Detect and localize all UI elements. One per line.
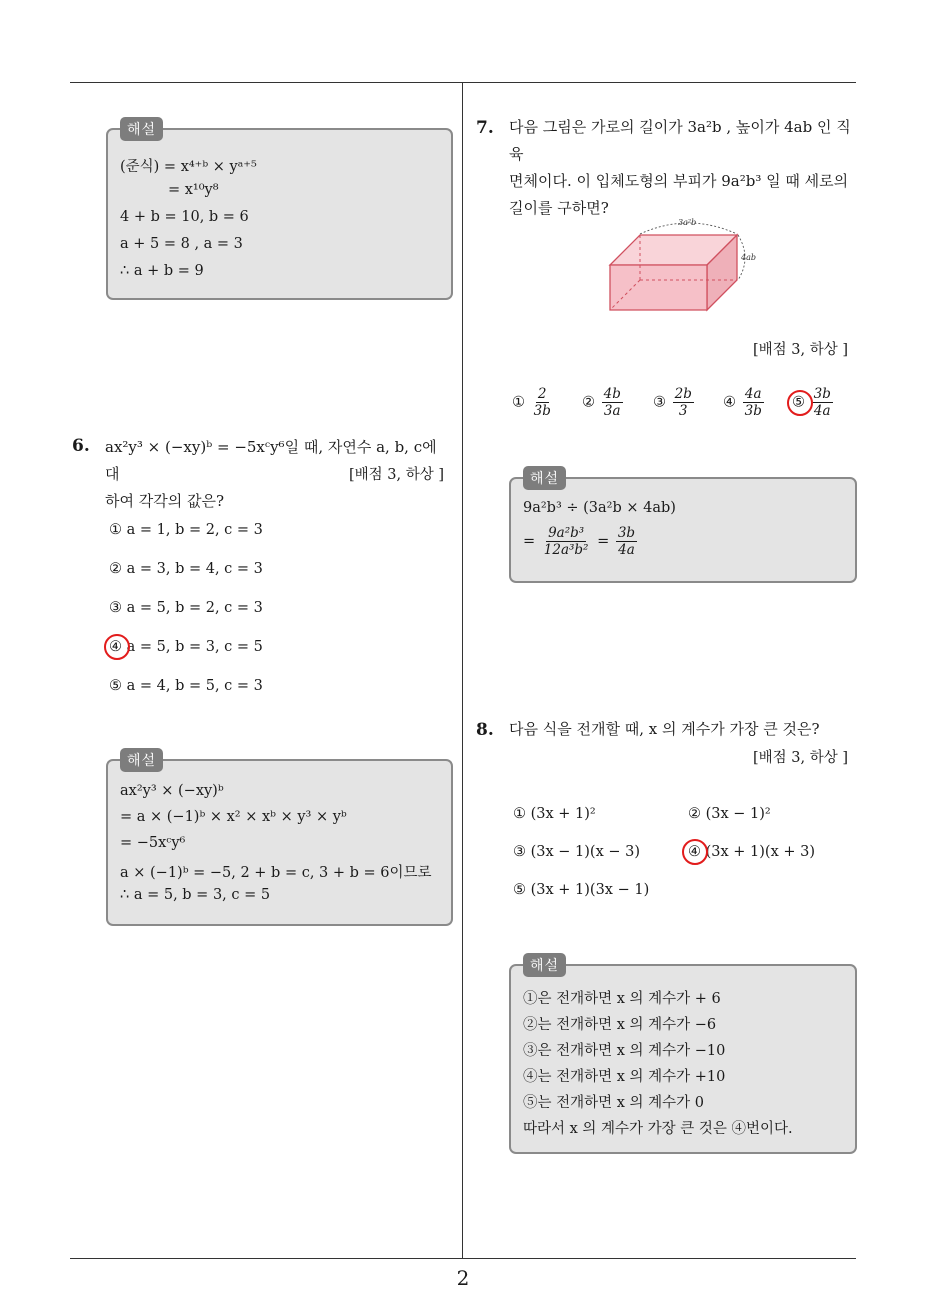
solution-line: (준식) = x⁴⁺ᵇ × yᵃ⁺⁵	[120, 159, 257, 175]
answer-option[interactable]: ① a = 1, b = 2, c = 3	[109, 522, 263, 538]
solution-tag: 해설	[120, 748, 163, 772]
fraction-denominator: 4a	[813, 403, 831, 419]
question-text	[509, 114, 861, 222]
column-divider	[462, 82, 463, 1258]
answer-option[interactable]: ③ a = 5, b = 2, c = 3	[109, 600, 263, 616]
solution-line: a + 5 = 8 , a = 3	[120, 236, 243, 252]
answer-option[interactable]	[582, 386, 625, 419]
fraction-numerator: 3b	[813, 386, 831, 402]
solution-tag: 해설	[523, 466, 566, 490]
question-text-line: 하여 각각의 값은?	[105, 492, 225, 510]
fraction-numerator: 4a	[744, 386, 762, 402]
answer-option[interactable]: ③ (3x − 1)(x − 3)	[513, 844, 641, 860]
option-symbol: ④	[723, 394, 736, 411]
solution-line: ⑤는 전개하면 x 의 계수가 0	[523, 1095, 705, 1111]
option-fraction	[532, 386, 553, 419]
solution-line: = a × (−1)ᵇ × x² × xᵇ × y³ × yᵇ	[120, 809, 347, 825]
answer-option[interactable]: ⑤ a = 4, b = 5, c = 3	[109, 678, 263, 694]
top-rule	[70, 82, 856, 83]
question-text-line: 길이를 구하면?	[509, 199, 609, 217]
fraction-numerator: 3b	[617, 525, 636, 541]
option-symbol: ⑤	[792, 394, 805, 411]
equals-sign: =	[523, 533, 536, 550]
question-text-line: 면체이다. 이 입체도형의 부피가 9a²b³ 일 때 세로의	[509, 172, 849, 190]
answer-option[interactable]: ② (3x − 1)²	[688, 806, 771, 822]
solution-line: ax²y³ × (−xy)ᵇ	[120, 783, 224, 799]
fraction-denominator: 12a³b²	[543, 542, 589, 558]
answer-option[interactable]: ④ (3x + 1)(x + 3)	[688, 844, 816, 860]
answer-option[interactable]	[653, 386, 696, 419]
option-fraction	[602, 386, 623, 419]
solution-line: ∴ a + b = 9	[120, 263, 204, 279]
dimension-label-top: 3a²b	[678, 218, 697, 227]
score-label: [배점 3, 하상 ]	[753, 342, 849, 358]
answer-circle-mark	[787, 390, 813, 416]
solution-box-q6	[106, 753, 453, 926]
question-number: 8.	[476, 720, 494, 740]
answer-option[interactable]: ④ a = 5, b = 3, c = 5	[109, 639, 263, 655]
bottom-rule	[70, 1258, 856, 1259]
option-fraction	[673, 386, 694, 419]
fraction-denominator: 3	[678, 403, 688, 419]
answer-circle-mark	[682, 839, 708, 865]
rectangular-prism-figure	[600, 208, 770, 316]
solution-line: = x¹⁰y⁸	[168, 182, 219, 198]
option-symbol: ①	[512, 394, 525, 411]
prism-front-face	[610, 265, 707, 310]
score-label: [배점 3, 하상 ]	[349, 467, 445, 483]
solution-line: ④는 전개하면 x 의 계수가 +10	[523, 1069, 726, 1085]
fraction-numerator: 9a²b³	[548, 525, 585, 541]
option-symbol: ②	[582, 394, 595, 411]
fraction-denominator: 4a	[618, 542, 635, 558]
solution-line: a × (−1)ᵇ = −5, 2 + b = c, 3 + b = 6이므로	[120, 865, 432, 881]
solution-line: ∴ a = 5, b = 3, c = 5	[120, 887, 271, 903]
fraction-denominator: 3b	[533, 403, 551, 419]
solution-line: ①은 전개하면 x 의 계수가 + 6	[523, 991, 721, 1007]
option-fraction	[743, 386, 764, 419]
question-text-line: ax²y³ × (−xy)ᵇ = −5xᶜy⁶일 때, 자연수 a, b, c에 대	[105, 438, 437, 483]
fraction-numerator: 4b	[603, 386, 621, 402]
answer-option[interactable]	[723, 386, 766, 419]
solution-line: ③은 전개하면 x 의 계수가 −10	[523, 1043, 726, 1059]
solution-line	[523, 525, 639, 558]
question-text: 다음 식을 전개할 때, x 의 계수가 가장 큰 것은?	[509, 720, 820, 738]
fraction-numerator: 2	[537, 386, 547, 402]
solution-line: 9a²b³ ÷ (3a²b × 4ab)	[523, 500, 676, 516]
solution-line: = −5xᶜy⁶	[120, 835, 186, 851]
solution-line: 4 + b = 10, b = 6	[120, 209, 249, 225]
solution-box-q7	[509, 471, 857, 583]
solution-line: ②는 전개하면 x 의 계수가 −6	[523, 1017, 717, 1033]
question-number: 7.	[476, 118, 494, 138]
answer-option[interactable]	[512, 386, 555, 419]
option-fraction	[812, 386, 833, 419]
solution-tag: 해설	[523, 953, 566, 977]
page-number: 2	[456, 1266, 470, 1290]
fraction-denominator: 3a	[603, 403, 621, 419]
dimension-label-side: 4ab	[741, 253, 756, 262]
question-number: 6.	[72, 436, 90, 456]
equals-sign: =	[597, 533, 610, 550]
solution-box-q8	[509, 958, 857, 1154]
answer-circle-mark	[104, 634, 130, 660]
solution-fraction	[542, 525, 591, 558]
solution-tag: 해설	[120, 117, 163, 141]
solution-line: 따라서 x 의 계수가 가장 큰 것은 ④번이다.	[523, 1121, 793, 1137]
question-text-line: 다음 그림은 가로의 길이가 3a²b , 높이가 4ab 인 직육	[509, 118, 851, 163]
answer-option[interactable]: ① (3x + 1)²	[513, 806, 596, 822]
fraction-denominator: 3b	[744, 403, 762, 419]
score-label: [배점 3, 하상 ]	[753, 750, 849, 766]
fraction-numerator: 2b	[674, 386, 692, 402]
answer-option[interactable]: ② a = 3, b = 4, c = 3	[109, 561, 263, 577]
option-symbol: ③	[653, 394, 666, 411]
answer-option[interactable]: ⑤ (3x + 1)(3x − 1)	[513, 882, 650, 898]
solution-box-q5	[106, 122, 453, 300]
solution-fraction	[616, 525, 637, 558]
